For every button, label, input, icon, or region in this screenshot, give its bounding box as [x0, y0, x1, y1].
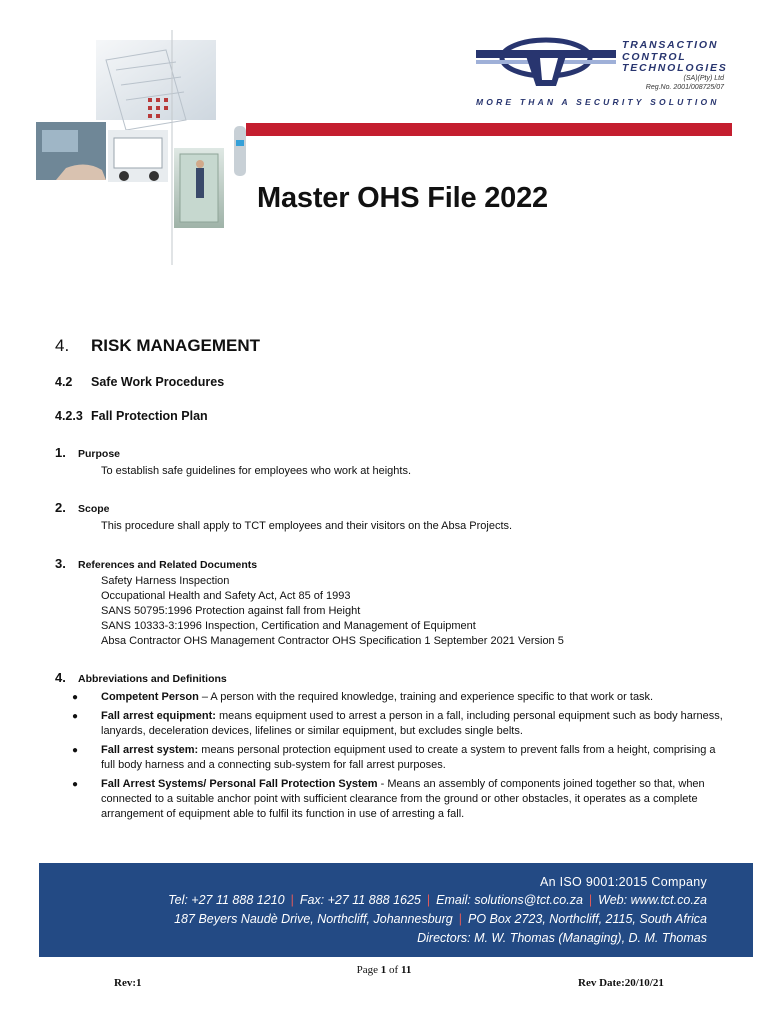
purpose-heading: 1. Purpose: [55, 445, 121, 460]
subsubsection-heading: 4.2.3 Fall Protection Plan: [55, 409, 208, 423]
bullet-icon: ●: [72, 779, 79, 790]
purpose-text: To establish safe guidelines for employees who work at heights.: [101, 465, 412, 477]
address-line: 187 Beyers Naudè Drive, Northcliff, Johannesburg | PO Box 2723, Northcliff, 2115, South Africa: [174, 912, 707, 926]
subsection-heading: 4.2 Safe Work Procedures: [55, 375, 225, 389]
revision-number: Rev:1: [114, 977, 142, 989]
definitions-heading: 4. Abbreviations and Definitions: [55, 670, 227, 685]
definition-item: ● Fall Arrest Systems/ Personal Fall Protection System - Means an assembly of components joined together so that, when connected to a suitable anchor point with sufficient clearance from the ground or other obstacles, it operates as a complete arrangement of equipment able to fulfil its function in use of arresting a fall.: [72, 778, 705, 820]
definition-item: ● Fall arrest system: means personal protection equipment used to create a system to prevent falls from a height, comprising a full body harness and a connecting sub-system for fall arrest purposes.: [72, 744, 716, 771]
company-registration: (SA)(Pty) Ltd Reg.No. 2001/008725/07: [645, 75, 724, 91]
references-list: [101, 574, 564, 649]
bullet-icon: ●: [72, 692, 79, 703]
scope-heading: 2. Scope: [55, 500, 110, 515]
contact-line: Tel: +27 11 888 1210 | Fax: +27 11 888 1625 | Email: solutions@tct.co.za | Web: www.tct.co.za: [168, 893, 707, 907]
bullet-icon: ●: [72, 745, 79, 756]
scope-text: This procedure shall apply to TCT employees and their visitors on the Absa Projects.: [101, 520, 513, 532]
reference-item: SANS 10333-3:1996 Inspection, Certification and Management of Equipment: [101, 620, 476, 632]
references-heading: 3. References and Related Documents: [55, 556, 258, 571]
footer-contact-band: [39, 863, 753, 957]
email-link[interactable]: Email: solutions@tct.co.za: [436, 893, 583, 907]
fax-number: Fax: +27 11 888 1625: [299, 893, 421, 907]
tct-logo-icon: [476, 36, 616, 88]
company-tagline: MORE THAN A SECURITY SOLUTION: [476, 97, 720, 107]
definition-item: ● Competent Person – A person with the required knowledge, training and experience specific to that work or task.: [72, 691, 654, 703]
revision-date: Rev Date:20/10/21: [578, 977, 664, 989]
company-name: TRANSACTION CONTROL TECHNOLOGIES: [622, 39, 728, 74]
company-logo: [470, 34, 732, 114]
directors-line: Directors: M. W. Thomas (Managing), D. M. Thomas: [417, 931, 707, 945]
section-heading: 4. RISK MANAGEMENT: [55, 336, 261, 355]
header-red-bar: [246, 123, 732, 136]
definitions-list: [68, 690, 728, 826]
phone-number: Tel: +27 11 888 1210: [168, 893, 285, 907]
document-title: Master OHS File 2022: [257, 182, 548, 214]
website-link[interactable]: Web: www.tct.co.za: [598, 893, 707, 907]
header-collage-image: [36, 30, 251, 265]
reference-item: SANS 50795:1996 Protection against fall from Height: [101, 605, 361, 617]
reference-item: Absa Contractor OHS Management Contractor OHS Specification 1 September 2021 Version 5: [101, 635, 564, 647]
definition-item: ● Fall arrest equipment: means equipment used to arrest a person in a fall, including personal equipment such as body harness, lanyards, deceleration devices, lifelines or similar equipment, but excludes single belts.: [72, 710, 723, 737]
page-number: Page 1 of 11: [356, 964, 412, 976]
bullet-icon: ●: [72, 711, 79, 722]
reference-item: Safety Harness Inspection: [101, 575, 230, 587]
reference-item: Occupational Health and Safety Act, Act 85 of 1993: [101, 590, 351, 602]
iso-statement: An ISO 9001:2015 Company: [539, 875, 707, 889]
